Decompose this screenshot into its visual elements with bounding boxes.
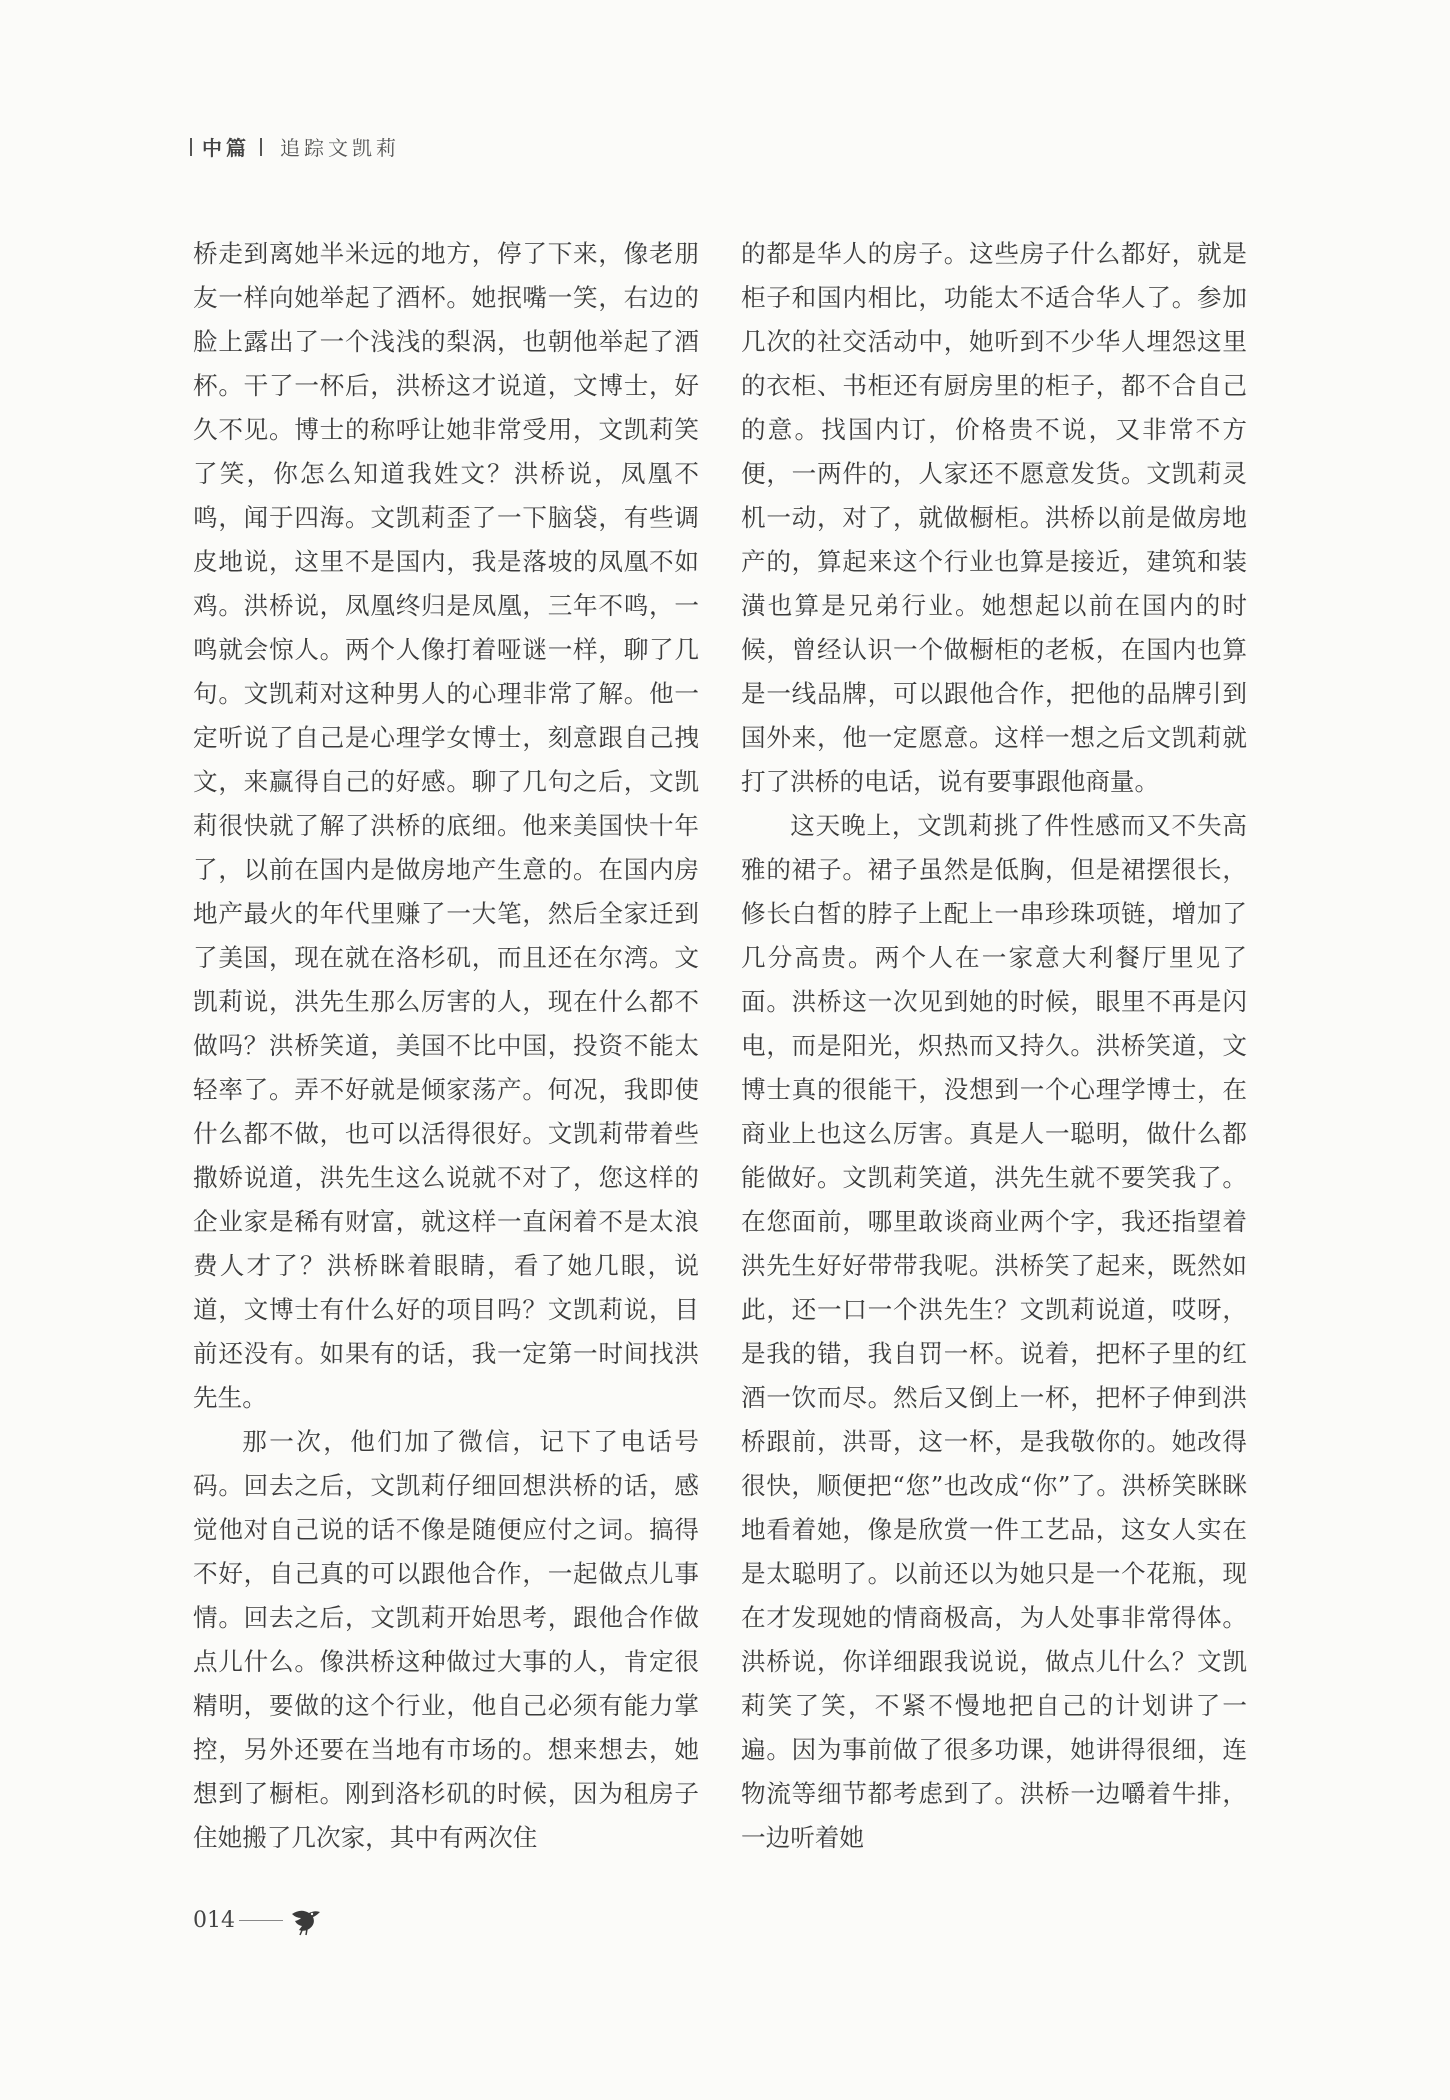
text-column-left [193, 232, 699, 1860]
header-bar-left [190, 138, 192, 156]
footer-rule [239, 1920, 283, 1921]
page-number: 014 [193, 1907, 235, 1933]
chapter-title: 追踪文凯莉 [280, 136, 400, 160]
running-header [190, 132, 400, 161]
paragraph: 那一次，他们加了微信，记下了电话号码。回去之后，文凯莉仔细回想洪桥的话，感觉他对自己说的话不像是随便应付之词。搞得不好，自己真的可以跟他合作，一起做点儿事情。回去之后，文凯莉开始思考，跟他合作做点儿什么。像洪桥这种做过大事的人，肯定很精明，要做的这个行业，他自己必须有能力掌控，另外还要在当地有市场的。想来想去，她想到了橱柜。刚到洛杉矶的时候，因为租房子住她搬了几次家，其中有两次住 [193, 1427, 699, 1852]
page-footer [193, 1904, 323, 1936]
paragraph: 的都是华人的房子。这些房子什么都好，就是柜子和国内相比，功能太不适合华人了。参加几次的社交活动中，她听到不少华人埋怨这里的衣柜、书柜还有厨房里的柜子，都不合自己的意。找国内订，价格贵不说，又非常不方便，一两件的，人家还不愿意发货。文凯莉灵机一动，对了，就做橱柜。洪桥以前是做房地产的，算起来这个行业也算是接近，建筑和装潢也算是兄弟行业。她想起以前在国内的时候，曾经认识一个做橱柜的老板，在国内也算是一线品牌，可以跟他合作，把他的品牌引到国外来，他一定愿意。这样一想之后文凯莉就打了洪桥的电话，说有要事跟他商量。 [741, 239, 1247, 796]
paragraph: 这天晚上，文凯莉挑了件性感而又不失高雅的裙子。裙子虽然是低胸，但是裙摆很长，修长白皙的脖子上配上一串珍珠项链，增加了几分高贵。两个人在一家意大利餐厅里见了面。洪桥这一次见到她的时候，眼里不再是闪电，而是阳光，炽热而又持久。洪桥笑道，文博士真的很能干，没想到一个心理学博士，在商业上也这么厉害。真是人一聪明，做什么都能做好。文凯莉笑道，洪先生就不要笑我了。在您面前，哪里敢谈商业两个字，我还指望着洪先生好好带带我呢。洪桥笑了起来，既然如此，还一口一个洪先生？文凯莉说道，哎呀，是我的错，我自罚一杯。说着，把杯子里的红酒一饮而尽。然后又倒上一杯，把杯子伸到洪桥跟前，洪哥，这一杯，是我敬你的。她改得很快，顺便把“您”也改成“你”了。洪桥笑眯眯地看着她，像是欣赏一件工艺品，这女人实在是太聪明了。以前还以为她只是一个花瓶，现在才发现她的情商极高，为人处事非常得体。洪桥说，你详细跟我说说，做点儿什么？文凯莉笑了笑，不紧不慢地把自己的计划讲了一遍。因为事前做了很多功课，她讲得很细，连物流等细节都考虑到了。洪桥一边嚼着牛排，一边听着她 [741, 811, 1247, 1852]
bird-icon [289, 1904, 323, 1936]
section-label: 中篇 [202, 136, 250, 160]
text-column-right [741, 232, 1247, 1860]
paragraph: 桥走到离她半米远的地方，停了下来，像老朋友一样向她举起了酒杯。她抿嘴一笑，右边的脸上露出了一个浅浅的梨涡，也朝他举起了酒杯。干了一杯后，洪桥这才说道，文博士，好久不见。博士的称呼让她非常受用，文凯莉笑了笑，你怎么知道我姓文？洪桥说，凤凰不鸣，闻于四海。文凯莉歪了一下脑袋，有些调皮地说，这里不是国内，我是落坡的凤凰不如鸡。洪桥说，凤凰终归是凤凰，三年不鸣，一鸣就会惊人。两个人像打着哑谜一样，聊了几句。文凯莉对这种男人的心理非常了解。他一定听说了自己是心理学女博士，刻意跟自己拽文，来赢得自己的好感。聊了几句之后，文凯莉很快就了解了洪桥的底细。他来美国快十年了，以前在国内是做房地产生意的。在国内房地产最火的年代里赚了一大笔，然后全家迁到了美国，现在就在洛杉矶，而且还在尔湾。文凯莉说，洪先生那么厉害的人，现在什么都不做吗？洪桥笑道，美国不比中国，投资不能太轻率了。弄不好就是倾家荡产。何况，我即使什么都不做，也可以活得很好。文凯莉带着些撒娇说道，洪先生这么说就不对了，您这样的企业家是稀有财富，就这样一直闲着不是太浪费人才了？洪桥眯着眼睛，看了她几眼，说道，文博士有什么好的项目吗？文凯莉说，目前还没有。如果有的话，我一定第一时间找洪先生。 [193, 239, 699, 1412]
header-bar-right [260, 138, 262, 156]
